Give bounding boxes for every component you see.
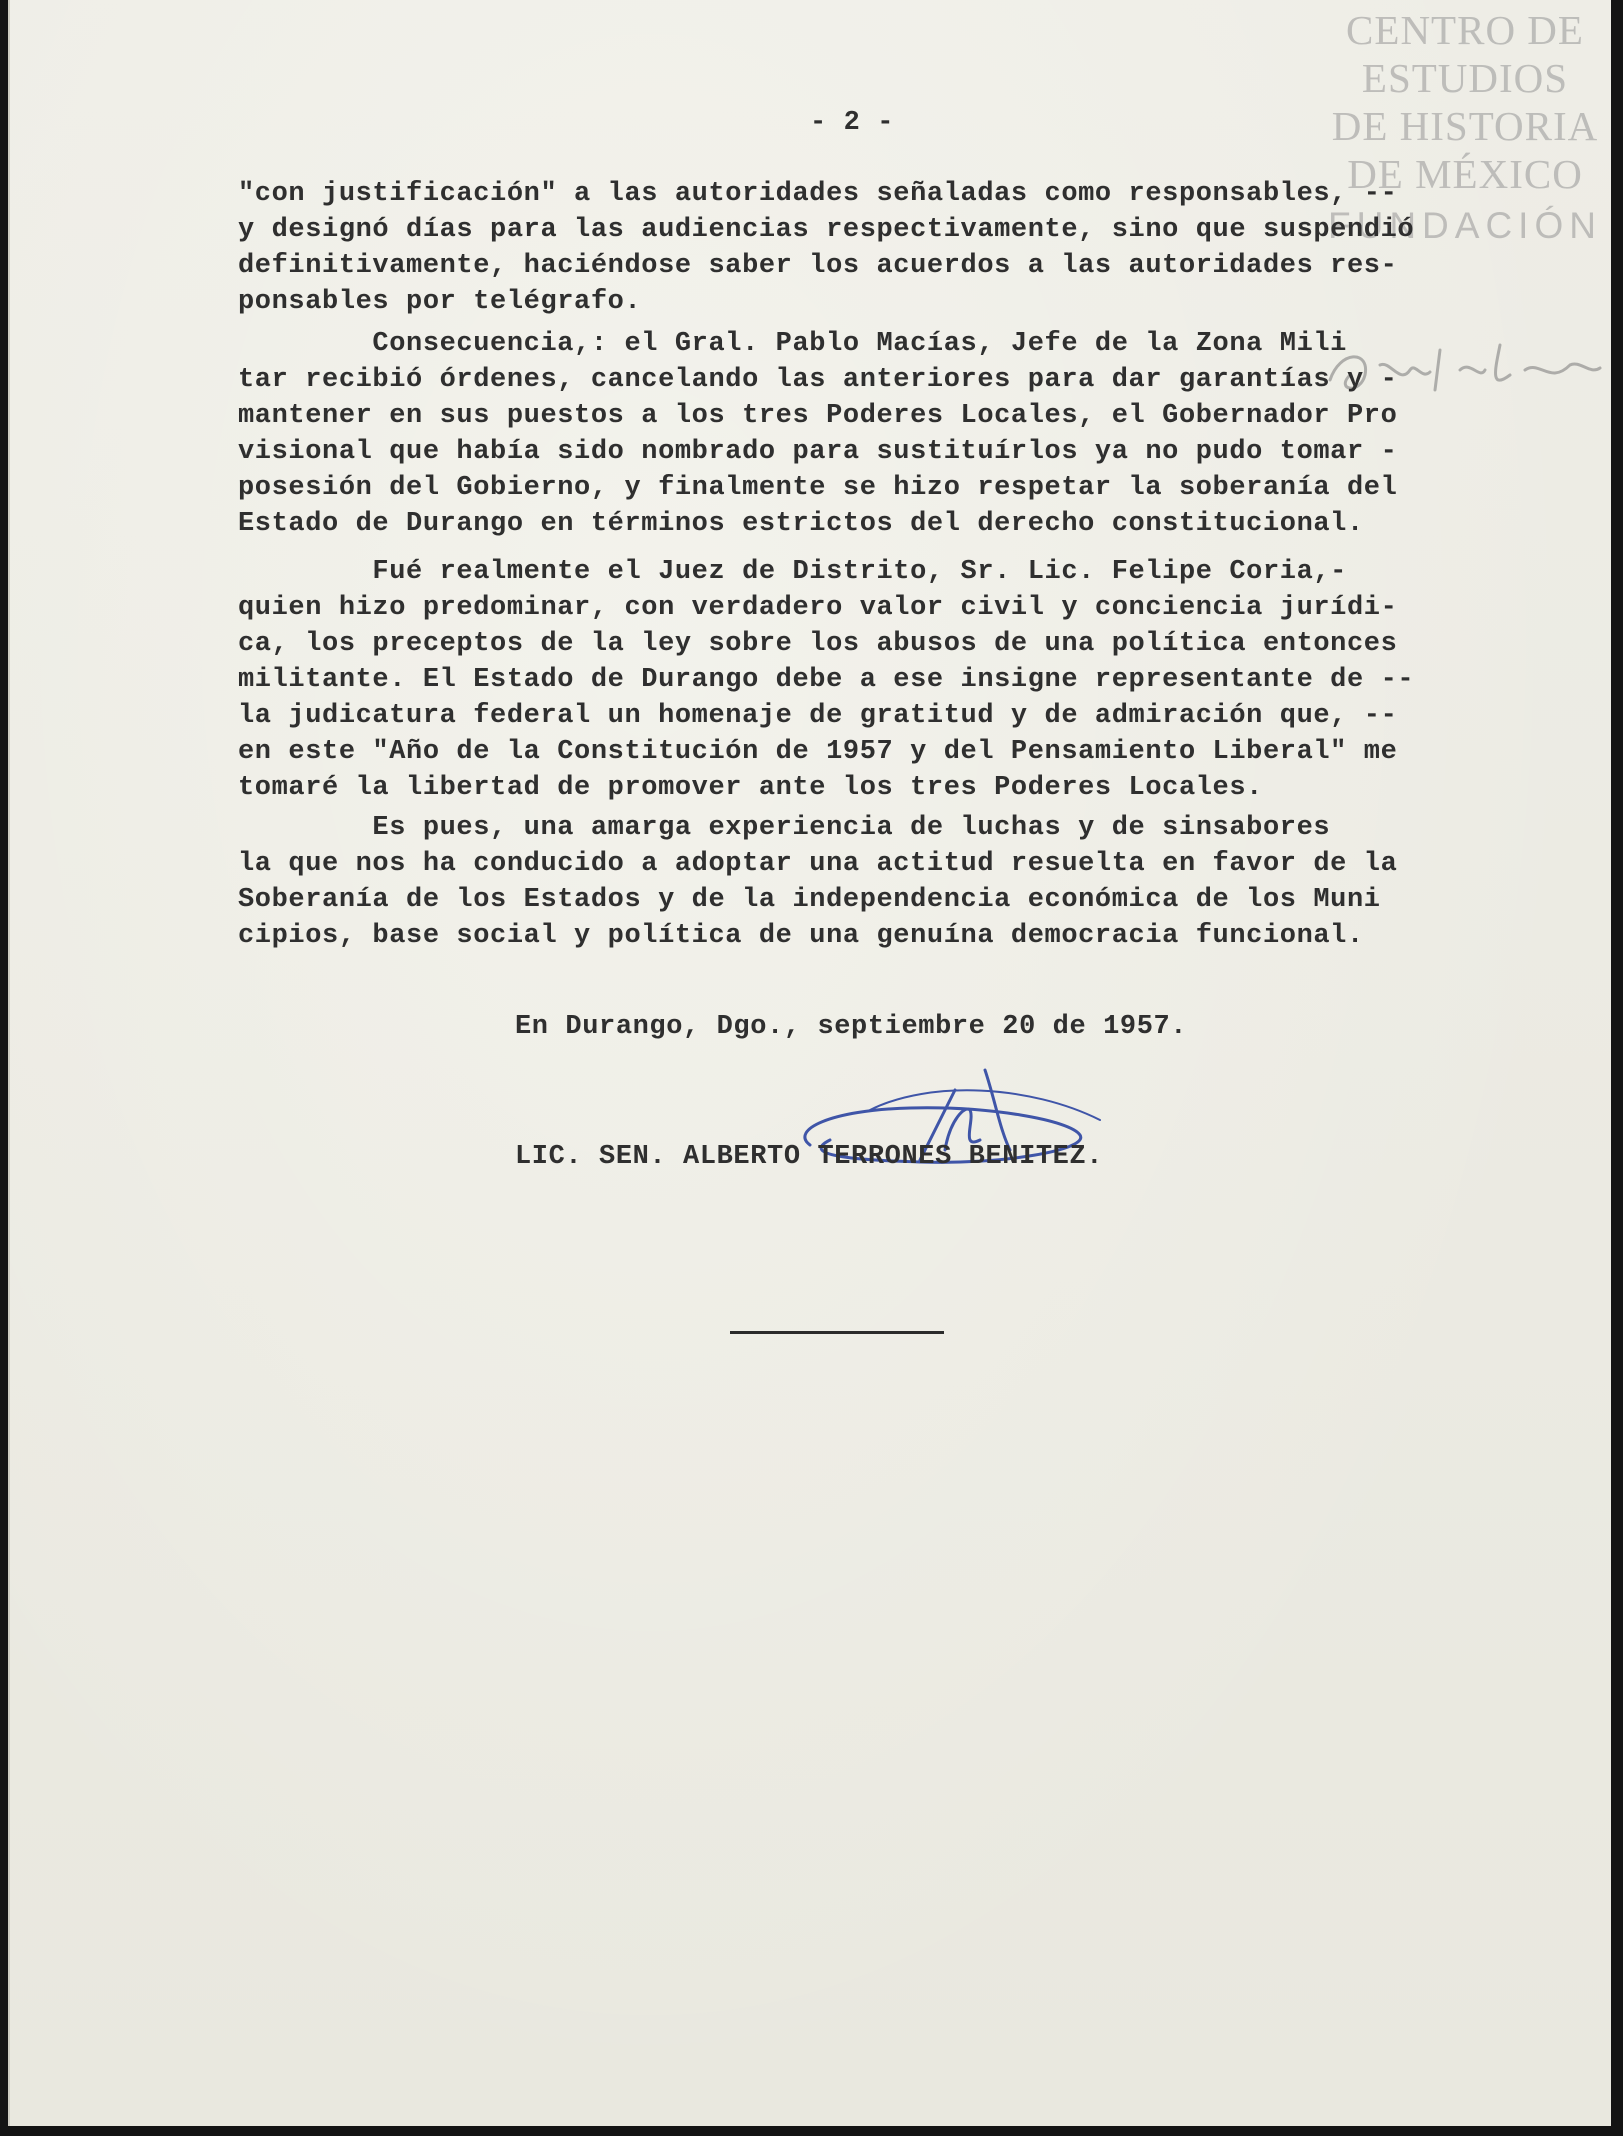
text-line: tar recibió órdenes, cancelando las anteriores para dar garantías y - [238, 365, 1398, 395]
text-line: mantener en sus puestos a los tres Poderes Locales, el Gobernador Pro [238, 401, 1398, 431]
paragraph [238, 810, 1558, 954]
document-page [8, 0, 1611, 2126]
text-line: y designó días para las audiencias respectivamente, sino que suspendió [238, 215, 1415, 245]
paragraph [238, 326, 1558, 542]
watermark-line: DE MÉXICO [1347, 151, 1583, 197]
text-line: la judicatura federal un homenaje de gratitud y de admiración que, -- [238, 701, 1398, 731]
watermark-line: CENTRO DE [1346, 7, 1584, 53]
date-line: En Durango, Dgo., septiembre 20 de 1957. [515, 1012, 1188, 1042]
text-line: la que nos ha conducido a adoptar una actitud resuelta en favor de la [238, 849, 1398, 879]
text-line: ponsables por telégrafo. [238, 287, 642, 317]
text-line: en este "Año de la Constitución de 1957 y del Pensamiento Liberal" me [238, 737, 1398, 767]
text-line: visional que había sido nombrado para sustituírlos ya no pudo tomar - [238, 437, 1398, 467]
text-line: cipios, base social y política de una genuína democracia funcional. [238, 921, 1364, 951]
text-line: "con justificación" a las autoridades señaladas como responsables, -- [238, 179, 1398, 209]
watermark-line: ESTUDIOS [1361, 55, 1569, 101]
text-line: Soberanía de los Estados y de la independencia económica de los Muni [238, 885, 1381, 915]
text-line: definitivamente, haciéndose saber los acuerdos a las autoridades res- [238, 251, 1398, 281]
text-line: Es pues, una amarga experiencia de luchas y de sinsabores [238, 813, 1331, 843]
paragraph [238, 554, 1558, 806]
text-line: quien hizo predominar, con verdadero valor civil y conciencia jurídi- [238, 593, 1398, 623]
text-line: tomaré la libertad de promover ante los tres Poderes Locales. [238, 773, 1263, 803]
text-line: Estado de Durango en términos estrictos del derecho constitucional. [238, 509, 1364, 539]
watermark-line: DE HISTORIA [1331, 103, 1599, 149]
paragraph [238, 176, 1558, 320]
page-number: - 2 - [810, 108, 895, 138]
text-line: militante. El Estado de Durango debe a ese insigne representante de -- [238, 665, 1415, 695]
closing-separator-line [730, 1331, 944, 1334]
text-line: posesión del Gobierno, y finalmente se hizo respetar la soberanía del [238, 473, 1398, 503]
signatory-name: LIC. SEN. ALBERTO TERRONES BENITEZ. [515, 1142, 1104, 1172]
text-line: Fué realmente el Juez de Distrito, Sr. Lic. Felipe Coria,- [238, 557, 1347, 587]
text-line: Consecuencia,: el Gral. Pablo Macías, Jefe de la Zona Mili [238, 329, 1347, 359]
text-line: ca, los preceptos de la ley sobre los abusos de una política entonces [238, 629, 1398, 659]
watermark-line: FUNDACIÓN [1328, 205, 1602, 246]
